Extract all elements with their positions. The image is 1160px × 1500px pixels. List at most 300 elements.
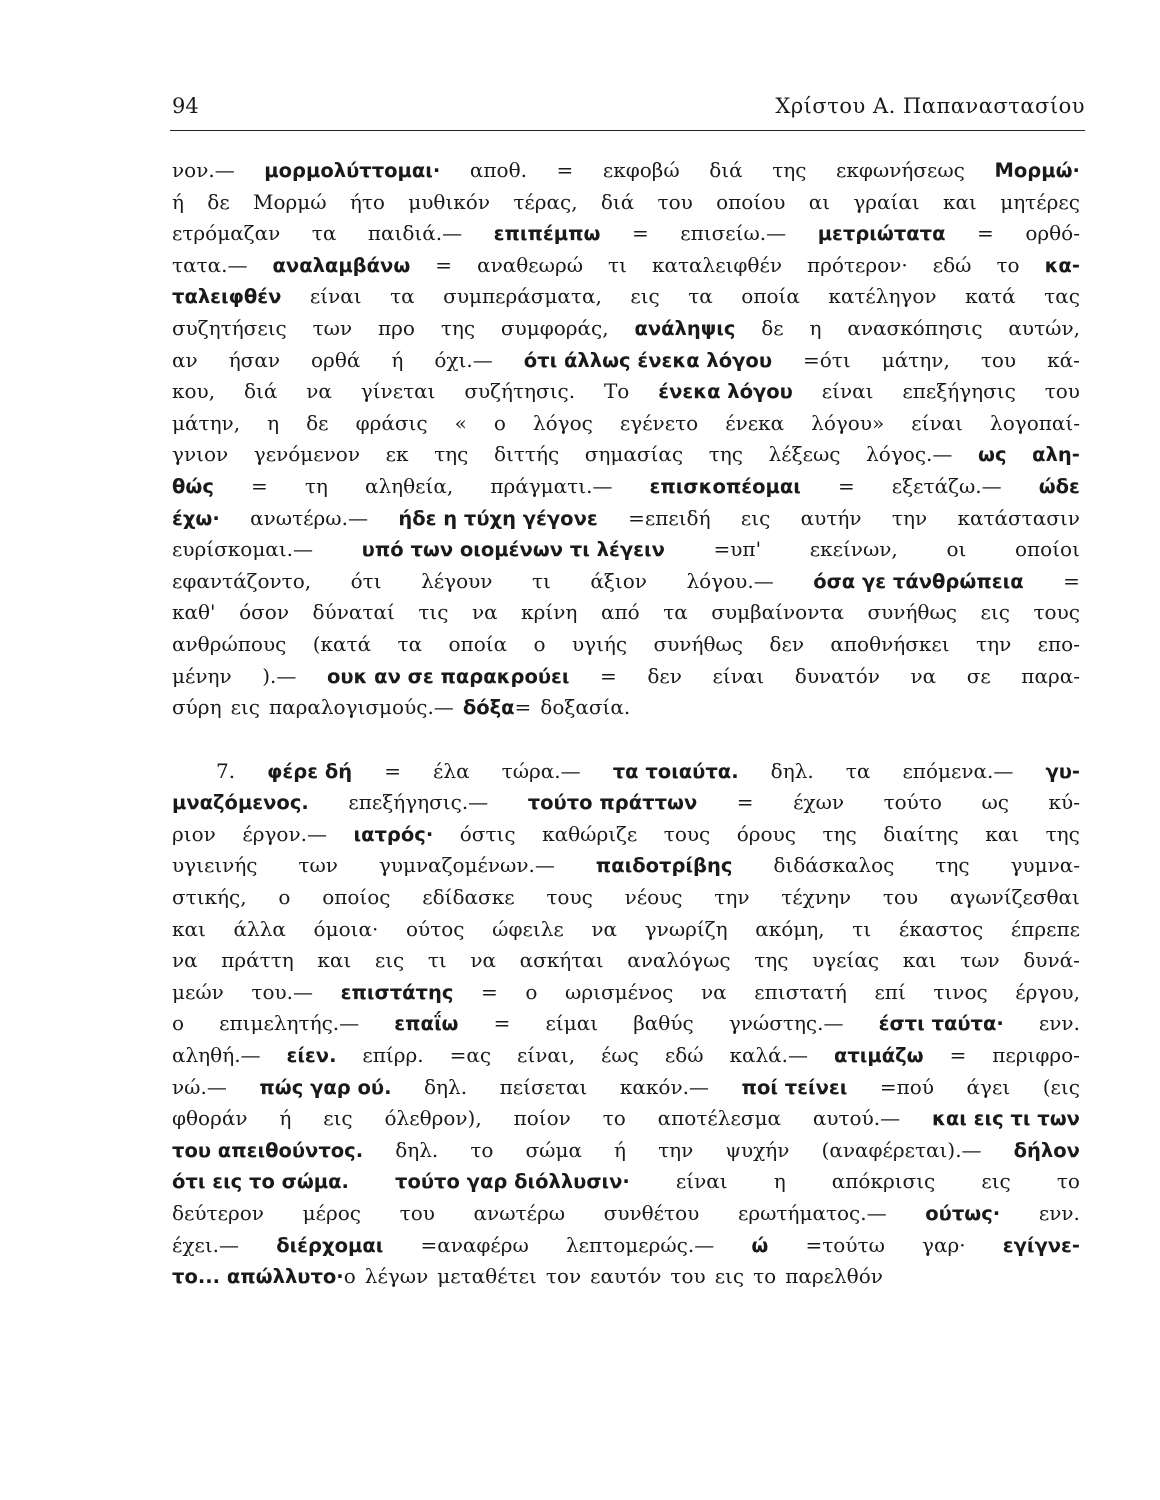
text-word: ή bbox=[172, 189, 184, 214]
text-word: δυνατόν bbox=[794, 663, 880, 688]
text-line bbox=[172, 1201, 1080, 1233]
body-text bbox=[172, 158, 1080, 1296]
lemma-term: υπό των οιομένων τι λέγειν bbox=[361, 538, 665, 562]
text-word: δε bbox=[207, 189, 230, 214]
text-word: εδώ bbox=[664, 1043, 704, 1068]
lemma-term: πώς γαρ ού. bbox=[259, 1075, 392, 1099]
text-word: μυθικόν bbox=[408, 189, 491, 214]
text-word: γνώστης.— bbox=[728, 1011, 844, 1036]
text-word: εαυτόν bbox=[590, 1264, 662, 1289]
text-word: παρελθόν bbox=[785, 1264, 883, 1289]
text-word: επιστατή bbox=[754, 979, 847, 1004]
text-line bbox=[172, 664, 1080, 696]
lemma-term: θώς bbox=[172, 474, 214, 498]
text-word: και bbox=[943, 189, 977, 214]
text-line bbox=[172, 1043, 1080, 1075]
text-word: αναθεωρώ bbox=[477, 252, 584, 277]
text-word: ή bbox=[614, 1137, 626, 1162]
lemma-term: ώδε bbox=[1038, 474, 1080, 498]
text-word: της bbox=[935, 853, 970, 878]
text-word: του bbox=[399, 1201, 435, 1225]
text-word: είναι bbox=[911, 410, 963, 435]
text-line bbox=[172, 822, 1080, 854]
text-word: αυτού.— bbox=[812, 1106, 901, 1131]
text-word: κου, bbox=[172, 379, 216, 404]
text-word: είμαι bbox=[545, 1011, 599, 1036]
text-word: ψυχήν bbox=[725, 1137, 790, 1162]
text-word: είναι bbox=[712, 663, 765, 688]
text-word: γενόμενον bbox=[253, 442, 360, 467]
text-word: εις bbox=[981, 1169, 1011, 1194]
text-word: « bbox=[454, 410, 467, 435]
text-word: όστις bbox=[459, 821, 516, 846]
text-word: =αναφέρω bbox=[420, 1232, 529, 1257]
text-word: άλλα bbox=[233, 916, 286, 941]
text-word: λογοπαί- bbox=[990, 410, 1080, 435]
text-word: μένην bbox=[172, 663, 232, 688]
text-line bbox=[172, 1011, 1080, 1043]
text-word: πράττη bbox=[221, 948, 294, 973]
text-word: τι bbox=[852, 916, 872, 941]
text-word: επιμελητής.— bbox=[219, 1011, 360, 1036]
text-word: και bbox=[985, 821, 1020, 846]
text-word: επόμενα.— bbox=[902, 758, 1014, 783]
text-word: και bbox=[902, 948, 937, 973]
text-word: υγιής bbox=[571, 631, 628, 656]
text-word: εις bbox=[630, 284, 660, 309]
text-word: η bbox=[773, 1169, 786, 1194]
lemma-term: εγίγνε- bbox=[1002, 1233, 1080, 1257]
text-line bbox=[172, 348, 1080, 380]
text-word: δηλ. bbox=[395, 1137, 439, 1162]
text-word: γνιον bbox=[172, 442, 229, 467]
text-word: αποθ. bbox=[469, 158, 527, 182]
text-line bbox=[172, 885, 1080, 917]
lemma-term: Μορμώ· bbox=[994, 159, 1080, 182]
text-word: τα bbox=[845, 758, 871, 783]
text-word: ο bbox=[172, 1011, 185, 1036]
text-word: να bbox=[306, 379, 332, 404]
text-word: οποίου bbox=[716, 189, 786, 214]
text-line bbox=[172, 632, 1080, 664]
text-line bbox=[172, 1169, 1080, 1201]
text-line bbox=[172, 695, 1080, 727]
text-word: δεν bbox=[769, 631, 804, 656]
text-word: η bbox=[809, 315, 822, 340]
text-word: όχι.— bbox=[434, 347, 493, 372]
text-word: όλεθρον), bbox=[384, 1106, 482, 1131]
text-word: εκφωνήσεως bbox=[836, 158, 965, 182]
text-word: λέξεως bbox=[768, 442, 841, 467]
lemma-term: ότι εις το σώμα. bbox=[172, 1170, 349, 1194]
text-word: κρίνη bbox=[521, 600, 578, 625]
text-word: της bbox=[822, 821, 857, 846]
text-word: ή bbox=[279, 1106, 292, 1131]
text-word: της bbox=[754, 948, 789, 973]
text-word: άξιον bbox=[590, 568, 647, 593]
text-word: τέρας, bbox=[513, 189, 578, 214]
text-word: οι bbox=[946, 537, 967, 562]
text-word: κατάστασιν bbox=[957, 505, 1080, 530]
text-word: εφαντάζοντο, bbox=[172, 568, 312, 593]
text-word: = bbox=[632, 221, 649, 246]
text-word: = bbox=[837, 473, 855, 498]
lemma-term: ουκ αν σε παρακρούει bbox=[326, 664, 570, 688]
text-word: ετρόμαζαν bbox=[172, 221, 281, 246]
text-word: = bbox=[556, 158, 574, 182]
text-word: του bbox=[1044, 379, 1080, 404]
text-word: ριον bbox=[172, 821, 216, 846]
text-word: έλα bbox=[433, 758, 470, 783]
text-word: =τούτω bbox=[805, 1232, 885, 1257]
text-word: = bbox=[435, 252, 453, 277]
text-line bbox=[172, 1233, 1080, 1265]
text-word: = bbox=[250, 473, 268, 498]
text-word: σε bbox=[966, 663, 991, 688]
text-word: = bbox=[736, 790, 754, 815]
text-word: = bbox=[600, 663, 617, 688]
text-word: γνωρίζη bbox=[644, 916, 728, 941]
text-word: είναι bbox=[675, 1169, 728, 1194]
text-line bbox=[172, 790, 1080, 822]
text-word: τα bbox=[688, 284, 713, 309]
text-word: υγείας bbox=[812, 948, 880, 973]
text-word: διδάσκαλος bbox=[773, 853, 895, 878]
text-word: λόγου.— bbox=[686, 568, 774, 593]
text-word: την bbox=[976, 631, 1012, 656]
lemma-term: ότι άλλως ένεκα λόγου bbox=[523, 348, 772, 372]
text-line bbox=[172, 190, 1080, 222]
text-word: παρα- bbox=[1021, 663, 1080, 688]
text-word: καθ' bbox=[172, 600, 216, 625]
text-word: λεπτομερώς.— bbox=[565, 1232, 715, 1257]
text-word: οποία bbox=[741, 284, 800, 309]
text-word: όρους bbox=[736, 821, 796, 846]
text-word: τώρα.— bbox=[501, 758, 581, 783]
text-line bbox=[172, 253, 1080, 285]
text-word: είναι, bbox=[517, 1043, 576, 1068]
running-head: Χρίστου Α. Παπαναστασίου bbox=[775, 94, 1085, 118]
text-word: επο- bbox=[1037, 631, 1080, 656]
text-word: συνθέτου bbox=[603, 1201, 700, 1225]
text-word: συζητήσεις bbox=[172, 315, 287, 340]
text-word: τον bbox=[545, 1264, 582, 1289]
lemma-term: μετριώτατα bbox=[817, 222, 946, 246]
text-word: (κατά bbox=[312, 631, 372, 656]
text-word: εξετάζω.— bbox=[891, 473, 1002, 498]
text-word: εις bbox=[230, 695, 260, 720]
text-word: να bbox=[471, 600, 498, 625]
lemma-term: τούτο γαρ διόλλυσιν· bbox=[395, 1170, 630, 1194]
text-word: μεών bbox=[172, 979, 224, 1004]
text-word: καθώριζε bbox=[542, 821, 638, 846]
text-word: διά bbox=[600, 189, 635, 214]
text-word: ποίον bbox=[513, 1106, 571, 1131]
text-word: η bbox=[267, 410, 280, 435]
text-word: του bbox=[657, 189, 693, 214]
text-word: και bbox=[172, 916, 206, 941]
text-word: συνήθως bbox=[867, 600, 957, 625]
text-word: όμοια· bbox=[313, 916, 379, 941]
lemma-term: το... απώλλυτο· bbox=[172, 1265, 344, 1289]
lemma-term: του απειθούντος. bbox=[172, 1138, 364, 1162]
text-word: διττής bbox=[493, 442, 560, 467]
text-word: εκ bbox=[385, 442, 409, 467]
text-word: τα bbox=[663, 600, 688, 625]
text-word: προ bbox=[378, 315, 415, 340]
text-word: σημασίας bbox=[584, 442, 684, 467]
text-word: άγει bbox=[966, 1074, 1011, 1099]
lemma-term: μναζόμενος. bbox=[172, 791, 309, 815]
text-word: του bbox=[980, 347, 1017, 372]
text-word: τους bbox=[546, 885, 593, 910]
lemma-term: ένεκα λόγου bbox=[658, 380, 793, 404]
text-word: φθοράν bbox=[172, 1106, 248, 1131]
text-word: αληθή.— bbox=[172, 1043, 261, 1068]
text-word: το bbox=[1056, 1169, 1080, 1194]
lemma-term: αναλαμβάνω bbox=[272, 253, 411, 277]
text-word: απόκρισις bbox=[831, 1169, 936, 1194]
text-line bbox=[172, 442, 1080, 474]
text-word: εδίδασκε bbox=[422, 885, 515, 910]
text-word: εις bbox=[714, 1264, 745, 1289]
text-word: έχων bbox=[793, 790, 845, 815]
text-word: σώμα bbox=[525, 1137, 582, 1162]
text-word: αληθεία, bbox=[364, 473, 454, 498]
text-word: λόγος.— bbox=[866, 442, 953, 467]
text-word: επεξήγησις bbox=[902, 379, 1016, 404]
text-word: έργον.— bbox=[242, 821, 327, 846]
text-word: πράγματι.— bbox=[490, 473, 613, 498]
text-word: = bbox=[481, 979, 498, 1004]
text-word: γυμνα- bbox=[1010, 853, 1080, 878]
text-word: =ας bbox=[449, 1043, 492, 1068]
text-word: διά bbox=[709, 158, 743, 182]
lemma-term: φέρε δή bbox=[267, 759, 353, 783]
text-word: το bbox=[470, 1137, 494, 1162]
text-word: ένεκα bbox=[725, 410, 785, 435]
text-word: του bbox=[670, 1264, 706, 1289]
text-word: μητέρες bbox=[1000, 189, 1080, 214]
lemma-term: ατιμάζω bbox=[833, 1044, 924, 1068]
text-word: = bbox=[1063, 568, 1080, 593]
text-word: το bbox=[602, 1106, 626, 1131]
text-word: δηλ. bbox=[424, 1074, 468, 1099]
text-word: αγωνίζεσθαι bbox=[949, 885, 1080, 910]
text-word: τι bbox=[608, 252, 627, 277]
text-word: έργου, bbox=[1015, 979, 1080, 1004]
text-line bbox=[172, 759, 1080, 791]
text-word: να bbox=[470, 948, 497, 973]
text-word: δύναταί bbox=[312, 600, 395, 625]
text-word: έως bbox=[601, 1043, 639, 1068]
text-word: ώφειλε bbox=[492, 916, 564, 941]
text-word: τα bbox=[311, 221, 337, 246]
text-word: ασκήται bbox=[519, 948, 604, 973]
text-word: τις bbox=[418, 600, 449, 625]
text-word: ).— bbox=[262, 663, 297, 688]
text-line bbox=[172, 980, 1080, 1012]
text-word: κατέληγον bbox=[828, 284, 937, 309]
paragraph-gap bbox=[172, 727, 1080, 759]
text-word: (εις bbox=[1042, 1074, 1080, 1099]
text-word: ο bbox=[533, 631, 546, 656]
text-word: παιδιά.— bbox=[367, 221, 463, 246]
text-word: στικής, bbox=[172, 885, 247, 910]
text-word: (αναφέρεται).— bbox=[821, 1137, 982, 1162]
text-word: εγένετο bbox=[619, 410, 699, 435]
text-word: να bbox=[591, 916, 618, 941]
text-word: επισείω.— bbox=[680, 221, 787, 246]
text-word: αναλόγως bbox=[627, 948, 731, 973]
text-word: δεν bbox=[647, 663, 682, 688]
text-word: γυμναζομένων.— bbox=[378, 853, 555, 878]
lemma-term: και εις τι των bbox=[931, 1107, 1080, 1131]
text-word: =πού bbox=[879, 1074, 934, 1099]
lemma-term: κα- bbox=[1044, 253, 1080, 277]
lemma-term: δόξα bbox=[462, 696, 515, 720]
text-word: εδώ bbox=[932, 252, 972, 277]
text-word: ο bbox=[493, 410, 506, 435]
lemma-term: ιατρός· bbox=[353, 822, 434, 846]
text-word: των bbox=[960, 948, 1000, 973]
text-word: μάτην, bbox=[881, 347, 950, 372]
lemma-term: είεν. bbox=[286, 1044, 337, 1068]
text-line bbox=[172, 537, 1080, 569]
text-word: νον.— bbox=[172, 158, 235, 182]
text-word: =επειδή bbox=[628, 505, 711, 530]
text-word: έχει.— bbox=[172, 1232, 240, 1257]
text-line bbox=[172, 411, 1080, 443]
text-word: ερωτήματος.— bbox=[737, 1201, 887, 1225]
text-word: των bbox=[312, 315, 353, 340]
text-word: των bbox=[298, 853, 338, 878]
text-word: μάτην, bbox=[172, 410, 241, 435]
text-word: μέρος bbox=[302, 1201, 361, 1225]
lemma-term: τούτο πράττων bbox=[527, 791, 698, 815]
text-word: ευρίσκομαι.— bbox=[172, 537, 314, 562]
lemma-term: ώ bbox=[751, 1233, 769, 1257]
lemma-term: δήλον bbox=[1013, 1138, 1080, 1162]
lemma-term: ταλειφθέν bbox=[172, 285, 282, 309]
text-line bbox=[172, 1075, 1080, 1107]
text-word: βαθύς bbox=[633, 1011, 694, 1036]
text-word: ενν. bbox=[1038, 1201, 1080, 1225]
text-word: πρότερον· bbox=[807, 252, 908, 277]
text-word: του.— bbox=[251, 979, 314, 1004]
text-word: εις bbox=[740, 505, 771, 530]
text-word: Μορμώ bbox=[252, 189, 327, 214]
text-word: ορθά bbox=[311, 347, 361, 372]
text-word: = bbox=[514, 695, 532, 720]
text-word: να bbox=[700, 979, 727, 1004]
text-line bbox=[172, 221, 1080, 253]
text-word: από bbox=[600, 600, 640, 625]
text-word: 7. bbox=[216, 758, 236, 783]
text-word: της bbox=[708, 442, 743, 467]
text-word: νέους bbox=[624, 885, 683, 910]
text-line bbox=[172, 853, 1080, 885]
text-word: την bbox=[658, 1137, 694, 1162]
text-word: τατα.— bbox=[172, 252, 248, 277]
text-word: όσον bbox=[239, 600, 289, 625]
text-word: έκαστος bbox=[898, 916, 984, 941]
text-word: ήτο bbox=[349, 189, 385, 214]
text-word: τας bbox=[1044, 284, 1080, 309]
text-word: τη bbox=[304, 473, 328, 498]
text-word: νώ.— bbox=[172, 1074, 227, 1099]
text-word: είναι bbox=[821, 379, 874, 404]
lemma-term: ήδε η τύχη γέγονε bbox=[398, 506, 598, 530]
text-word: εκείνων, bbox=[809, 537, 898, 562]
text-word: της bbox=[772, 158, 807, 182]
text-word: δηλ. bbox=[770, 758, 814, 783]
text-line bbox=[172, 1106, 1080, 1138]
text-word: επί bbox=[874, 979, 906, 1004]
text-word: ή bbox=[391, 347, 404, 372]
text-word: της bbox=[440, 315, 476, 340]
text-line bbox=[172, 506, 1080, 538]
text-word: αυτών, bbox=[1008, 315, 1080, 340]
text-word: λέγων bbox=[364, 1264, 429, 1289]
text-word: ο bbox=[343, 1264, 356, 1289]
text-word: αυτήν bbox=[800, 505, 862, 530]
text-word: ανωτέρω bbox=[473, 1201, 566, 1225]
text-word: τι bbox=[427, 948, 447, 973]
text-word: επεξήγησις.— bbox=[348, 790, 489, 815]
text-word: κύ- bbox=[1048, 790, 1080, 815]
text-word: συζήτησις. bbox=[464, 379, 576, 404]
lemma-term: ως bbox=[978, 443, 1007, 467]
lemma-term: διέρχομαι bbox=[276, 1233, 384, 1257]
text-word: αι bbox=[808, 189, 831, 214]
text-word: λέγουν bbox=[421, 568, 493, 593]
text-word: μεταθέτει bbox=[437, 1264, 537, 1289]
text-word: ως bbox=[981, 790, 1009, 815]
text-word: και bbox=[317, 948, 352, 973]
text-word: δυνά- bbox=[1023, 948, 1080, 973]
text-word: της bbox=[434, 442, 469, 467]
text-word: δε bbox=[761, 315, 784, 340]
text-word: τα bbox=[397, 631, 423, 656]
text-word: οποία bbox=[448, 631, 508, 656]
text-word: δοξασία. bbox=[540, 695, 631, 720]
text-word: τι bbox=[531, 568, 551, 593]
lemma-term: επισκοπέομαι bbox=[649, 474, 801, 498]
text-word: κά- bbox=[1047, 347, 1080, 372]
text-word: ήσαν bbox=[228, 347, 280, 372]
lemma-term: ανάληψις bbox=[634, 316, 736, 340]
text-word: Το bbox=[603, 379, 630, 404]
text-word: εις bbox=[374, 948, 405, 973]
text-line bbox=[172, 600, 1080, 632]
text-word: συνήθως bbox=[653, 631, 744, 656]
text-word: διαίτης bbox=[883, 821, 959, 846]
text-word: λόγος bbox=[532, 410, 593, 435]
text-line bbox=[172, 948, 1080, 980]
text-line bbox=[172, 474, 1080, 506]
text-word: είναι bbox=[309, 284, 362, 309]
text-word: γαρ· bbox=[922, 1232, 966, 1257]
text-word: τέχνην bbox=[781, 885, 852, 910]
text-word: κατά bbox=[965, 284, 1016, 309]
text-word: πείσεται bbox=[499, 1074, 588, 1099]
text-word: =ότι bbox=[803, 347, 851, 372]
text-line bbox=[172, 284, 1080, 316]
text-line bbox=[172, 158, 1080, 190]
page-number: 94 bbox=[172, 94, 199, 118]
text-word: συμπεράσματα, bbox=[443, 284, 602, 309]
